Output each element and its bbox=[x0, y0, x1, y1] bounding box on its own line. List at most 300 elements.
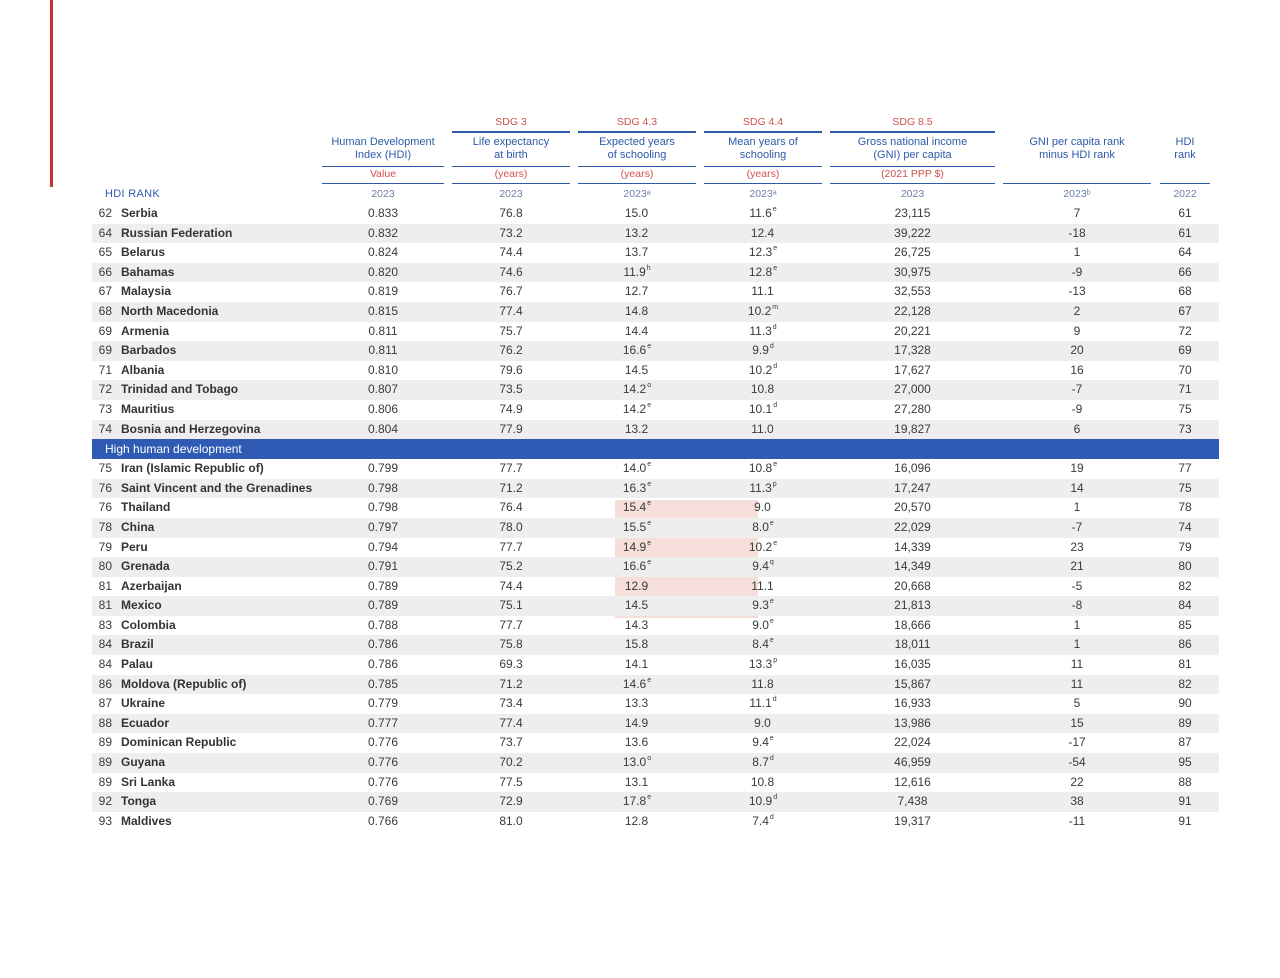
cell-hdi bbox=[322, 518, 444, 538]
cell-value: 10.9 bbox=[748, 794, 773, 809]
cell-value: 69.3 bbox=[499, 657, 523, 672]
cell-hdi bbox=[322, 616, 444, 636]
footnote-marker: h bbox=[646, 264, 651, 272]
cell-value: 0.776 bbox=[367, 735, 399, 750]
cell-value: 15.5 bbox=[622, 519, 647, 534]
cell-value: 14,339 bbox=[894, 539, 931, 554]
cell-life bbox=[452, 733, 570, 753]
cell-value: 90 bbox=[1178, 696, 1192, 711]
cell-value: 27,000 bbox=[894, 382, 931, 397]
country-name: Bahamas bbox=[121, 264, 175, 279]
table-row bbox=[92, 577, 1219, 597]
cell-value: 12.8 bbox=[748, 264, 773, 279]
cell-value: 12.4 bbox=[750, 225, 775, 240]
cell-value: 14,349 bbox=[894, 559, 931, 574]
table-row bbox=[92, 302, 1219, 322]
header-life-year: 2023 bbox=[499, 188, 523, 200]
cell-prev bbox=[1160, 773, 1210, 793]
cell-prev bbox=[1160, 420, 1210, 440]
cell-prev bbox=[1160, 263, 1210, 283]
header-rule bbox=[322, 166, 444, 167]
cell-value: 79 bbox=[1178, 539, 1192, 554]
cell-value: 77.7 bbox=[499, 461, 523, 476]
hdi-rank: 89 bbox=[98, 735, 112, 750]
cell-value: 10.1 bbox=[748, 401, 773, 416]
cell-mean bbox=[704, 655, 822, 675]
cell-value: 11 bbox=[1070, 657, 1084, 672]
country-name: Iran (Islamic Republic of) bbox=[121, 461, 264, 476]
country-name: Grenada bbox=[121, 559, 170, 574]
cell-value: 9.0 bbox=[752, 617, 769, 632]
cell-value: 8.7 bbox=[752, 755, 769, 770]
cell-value: 64 bbox=[1178, 245, 1192, 260]
cell-life bbox=[452, 322, 570, 342]
cell-value: -7 bbox=[1071, 519, 1083, 534]
cell-diff bbox=[1003, 459, 1151, 479]
cell-exp bbox=[578, 714, 696, 734]
cell-value: 74.6 bbox=[499, 264, 523, 279]
table-row bbox=[92, 596, 1219, 616]
cell-gni bbox=[830, 694, 995, 714]
header-life-unit: (years) bbox=[494, 168, 528, 180]
cell-diff bbox=[1003, 635, 1151, 655]
hdi-rank: 73 bbox=[98, 401, 112, 416]
cell-value: 0.832 bbox=[367, 225, 399, 240]
hdi-rank: 93 bbox=[98, 813, 112, 828]
hdi-rank: 83 bbox=[98, 617, 112, 632]
cell-hdi bbox=[322, 635, 444, 655]
hdi-rank: 81 bbox=[98, 598, 112, 613]
cell-value: 0.807 bbox=[367, 382, 399, 397]
cell-value: 26,725 bbox=[894, 245, 931, 260]
cell-hdi bbox=[322, 361, 444, 381]
header-expected-year: 2023ᵃ bbox=[623, 188, 651, 200]
hdi-rank: 78 bbox=[98, 519, 112, 534]
country-name: Trinidad and Tobago bbox=[121, 382, 239, 397]
cell-gni bbox=[830, 498, 995, 518]
footnote-marker: q bbox=[769, 559, 774, 567]
cell-value: 84 bbox=[1178, 598, 1192, 613]
cell-value: 20,570 bbox=[894, 500, 931, 515]
cell-hdi bbox=[322, 263, 444, 283]
cell-mean bbox=[704, 263, 822, 283]
country-name: Guyana bbox=[121, 755, 166, 770]
cell-value: 71.2 bbox=[499, 480, 523, 495]
cell-value: 75 bbox=[1178, 401, 1192, 416]
cell-hdi bbox=[322, 714, 444, 734]
cell-value: 74.9 bbox=[499, 401, 523, 416]
cell-value: 81.0 bbox=[499, 813, 523, 828]
footnote-marker: e bbox=[647, 480, 652, 488]
cell-value: 61 bbox=[1178, 225, 1192, 240]
cell-life bbox=[452, 655, 570, 675]
header-life-sdg: SDG 3 bbox=[495, 116, 527, 128]
cell-value: 95 bbox=[1178, 755, 1192, 770]
cell-value: 0.819 bbox=[367, 284, 399, 299]
cell-value: 71.2 bbox=[499, 676, 523, 691]
hdi-rank: 80 bbox=[98, 559, 112, 574]
cell-mean bbox=[704, 557, 822, 577]
cell-value: 8.4 bbox=[752, 637, 769, 652]
cell-hdi bbox=[322, 322, 444, 342]
cell-value: 7.4 bbox=[752, 813, 769, 828]
cell-mean bbox=[704, 635, 822, 655]
cell-life bbox=[452, 538, 570, 558]
table-row bbox=[92, 694, 1219, 714]
cell-value: 14 bbox=[1070, 480, 1084, 495]
country-name: Ukraine bbox=[121, 696, 166, 711]
cell-value: 9 bbox=[1073, 323, 1081, 338]
country-name: Serbia bbox=[121, 206, 158, 220]
cell-diff bbox=[1003, 380, 1151, 400]
cell-value: 0.789 bbox=[367, 578, 399, 593]
cell-gni bbox=[830, 361, 995, 381]
cell-gni bbox=[830, 400, 995, 420]
table-row bbox=[92, 655, 1219, 675]
footnote-marker: p bbox=[773, 657, 778, 665]
table-row bbox=[92, 341, 1219, 361]
header-rule bbox=[1160, 183, 1210, 184]
cell-value: 16,096 bbox=[894, 461, 931, 476]
header-hdi-subtitle: Index (HDI) bbox=[354, 149, 412, 161]
cell-hdi bbox=[322, 812, 444, 832]
header-rule bbox=[704, 183, 822, 184]
cell-mean bbox=[704, 224, 822, 244]
cell-value: 13.0 bbox=[622, 755, 647, 770]
table-row bbox=[92, 557, 1219, 577]
header-rule bbox=[830, 183, 995, 184]
cell-exp bbox=[578, 341, 696, 361]
hdi-rank: 69 bbox=[98, 323, 112, 338]
cell-value: 12.7 bbox=[624, 284, 649, 299]
cell-value: 15 bbox=[1070, 715, 1084, 730]
cell-value: 6 bbox=[1073, 421, 1081, 436]
cell-value: 12,616 bbox=[894, 774, 931, 789]
cell-value: 78.0 bbox=[499, 519, 523, 534]
cell-prev bbox=[1160, 792, 1210, 812]
cell-mean bbox=[704, 420, 822, 440]
cell-prev bbox=[1160, 479, 1210, 499]
cell-hdi bbox=[322, 420, 444, 440]
country-name: Armenia bbox=[121, 323, 170, 338]
footnote-marker: m bbox=[772, 303, 779, 311]
cell-value: 32,553 bbox=[894, 284, 931, 299]
cell-exp bbox=[578, 322, 696, 342]
cell-value: -17 bbox=[1068, 735, 1086, 750]
cell-value: 1 bbox=[1073, 617, 1081, 632]
cell-diff bbox=[1003, 733, 1151, 753]
country-name: Colombia bbox=[121, 617, 176, 632]
cell-value: 69 bbox=[1178, 343, 1192, 358]
cell-life bbox=[452, 557, 570, 577]
cell-value: 0.769 bbox=[367, 794, 399, 809]
footnote-marker: e bbox=[769, 637, 774, 645]
table-row bbox=[92, 420, 1219, 440]
header-mean-sdg: SDG 4.4 bbox=[742, 116, 784, 128]
header-rule bbox=[704, 131, 822, 133]
cell-mean bbox=[704, 498, 822, 518]
header-rule bbox=[578, 131, 696, 133]
cell-exp bbox=[578, 616, 696, 636]
cell-hdi bbox=[322, 243, 444, 263]
cell-life bbox=[452, 498, 570, 518]
cell-value: 0.777 bbox=[367, 715, 399, 730]
cell-value: 89 bbox=[1178, 715, 1192, 730]
cell-exp bbox=[578, 243, 696, 263]
cell-life bbox=[452, 675, 570, 695]
cell-value: 75.8 bbox=[499, 637, 523, 652]
cell-value: 11.1 bbox=[751, 284, 774, 299]
header-rule bbox=[578, 183, 696, 184]
cell-diff bbox=[1003, 322, 1151, 342]
footnote-marker: d bbox=[773, 794, 778, 802]
cell-value: 11.3 bbox=[749, 323, 772, 338]
cell-value: 0.811 bbox=[368, 323, 398, 338]
hdi-rank: 69 bbox=[98, 343, 112, 358]
cell-value: 22,128 bbox=[894, 303, 931, 318]
cell-value: 5 bbox=[1073, 696, 1081, 711]
cell-prev bbox=[1160, 498, 1210, 518]
cell-diff bbox=[1003, 792, 1151, 812]
cell-prev bbox=[1160, 655, 1210, 675]
cell-gni bbox=[830, 635, 995, 655]
cell-value: 16 bbox=[1070, 362, 1084, 377]
cell-value: -9 bbox=[1071, 264, 1083, 279]
header-hdi bbox=[322, 136, 444, 162]
cell-value: 77.7 bbox=[499, 617, 523, 632]
table-row bbox=[92, 380, 1219, 400]
cell-value: 81 bbox=[1178, 657, 1192, 672]
cell-diff bbox=[1003, 263, 1151, 283]
header-hdi-unit: Value bbox=[369, 168, 397, 180]
header-expected-subtitle: of schooling bbox=[607, 149, 667, 161]
cell-gni bbox=[830, 380, 995, 400]
cell-diff bbox=[1003, 518, 1151, 538]
cell-value: 10.8 bbox=[750, 382, 775, 397]
country-name: North Macedonia bbox=[121, 303, 219, 318]
cell-gni bbox=[830, 282, 995, 302]
cell-value: 19,827 bbox=[894, 421, 931, 436]
table-row bbox=[92, 224, 1219, 244]
footnote-marker: d bbox=[772, 696, 777, 704]
hdi-rank: 89 bbox=[98, 755, 112, 770]
cell-value: 0.786 bbox=[367, 637, 399, 652]
cell-value: 0.810 bbox=[367, 362, 399, 377]
cell-exp bbox=[578, 596, 696, 616]
header-mean-subtitle: schooling bbox=[739, 149, 787, 161]
cell-value: 20,221 bbox=[894, 323, 931, 338]
cell-value: 76.7 bbox=[499, 284, 523, 299]
cell-hdi bbox=[322, 459, 444, 479]
footnote-marker: d bbox=[773, 401, 778, 409]
country-name: Azerbaijan bbox=[121, 578, 182, 593]
header-rule bbox=[704, 166, 822, 167]
footnote-marker: e bbox=[773, 539, 778, 547]
cell-value: 30,975 bbox=[894, 264, 931, 279]
footnote-marker: o bbox=[647, 755, 652, 763]
cell-value: 19,317 bbox=[894, 813, 931, 828]
cell-value: 0.799 bbox=[367, 461, 399, 476]
cell-value: 13.2 bbox=[624, 421, 649, 436]
cell-value: 23,115 bbox=[894, 206, 931, 220]
cell-value: 22,029 bbox=[894, 519, 931, 534]
hdi-rank: 89 bbox=[98, 774, 112, 789]
cell-value: 8.0 bbox=[752, 519, 769, 534]
cell-prev bbox=[1160, 577, 1210, 597]
table-row bbox=[92, 282, 1219, 302]
cell-value: 1 bbox=[1073, 500, 1081, 515]
cell-hdi bbox=[322, 302, 444, 322]
cell-prev bbox=[1160, 341, 1210, 361]
cell-value: 17.8 bbox=[622, 794, 647, 809]
cell-life bbox=[452, 204, 570, 224]
cell-prev bbox=[1160, 322, 1210, 342]
header-mean-title: Mean years of bbox=[728, 136, 798, 148]
cell-value: 14.5 bbox=[624, 362, 649, 377]
header-rule bbox=[830, 166, 995, 167]
cell-life bbox=[452, 753, 570, 773]
country-name: Peru bbox=[121, 539, 148, 554]
cell-prev bbox=[1160, 733, 1210, 753]
country-name: Albania bbox=[121, 362, 165, 377]
cell-mean bbox=[704, 400, 822, 420]
cell-value: 13.2 bbox=[624, 225, 649, 240]
cell-life bbox=[452, 773, 570, 793]
hdi-rank-header: HDI RANK bbox=[105, 188, 160, 200]
header-rule bbox=[452, 131, 570, 133]
cell-hdi bbox=[322, 538, 444, 558]
cell-life bbox=[452, 694, 570, 714]
header-gnirank-year: 2023ᵇ bbox=[1063, 188, 1091, 200]
cell-value: 15,867 bbox=[894, 676, 931, 691]
cell-diff bbox=[1003, 655, 1151, 675]
header-mean bbox=[704, 136, 822, 162]
footnote-marker: e bbox=[772, 206, 777, 213]
cell-diff bbox=[1003, 282, 1151, 302]
cell-value: 39,222 bbox=[894, 225, 931, 240]
cell-value: 2 bbox=[1073, 303, 1081, 318]
country-name: Saint Vincent and the Grenadines bbox=[121, 480, 313, 495]
footnote-marker: e bbox=[647, 539, 652, 547]
table-row bbox=[92, 263, 1219, 283]
table-row bbox=[92, 714, 1219, 734]
table-row bbox=[92, 498, 1219, 518]
cell-mean bbox=[704, 341, 822, 361]
cell-mean bbox=[704, 518, 822, 538]
cell-prev bbox=[1160, 616, 1210, 636]
header-life-subtitle: at birth bbox=[494, 149, 528, 161]
hdi-rank: 88 bbox=[98, 715, 112, 730]
cell-value: 11.3 bbox=[749, 480, 772, 495]
hdi-rank: 84 bbox=[98, 637, 112, 652]
cell-prev bbox=[1160, 224, 1210, 244]
cell-exp bbox=[578, 675, 696, 695]
cell-value: 77.7 bbox=[499, 539, 523, 554]
table-row bbox=[92, 518, 1219, 538]
footnote-marker: e bbox=[769, 519, 774, 527]
cell-prev bbox=[1160, 518, 1210, 538]
cell-gni bbox=[830, 341, 995, 361]
cell-mean bbox=[704, 694, 822, 714]
hdi-rank: 76 bbox=[98, 480, 112, 495]
cell-value: 0.798 bbox=[367, 500, 399, 515]
cell-value: 77.5 bbox=[499, 774, 523, 789]
cell-value: 17,247 bbox=[894, 480, 931, 495]
cell-value: 19 bbox=[1070, 461, 1084, 476]
cell-value: 11.1 bbox=[749, 696, 772, 711]
cell-life bbox=[452, 420, 570, 440]
cell-exp bbox=[578, 753, 696, 773]
cell-value: -9 bbox=[1071, 401, 1083, 416]
cell-value: 0.815 bbox=[367, 303, 399, 318]
cell-diff bbox=[1003, 204, 1151, 224]
cell-diff bbox=[1003, 302, 1151, 322]
cell-value: 73.4 bbox=[499, 696, 523, 711]
cell-gni bbox=[830, 243, 995, 263]
country-name: Moldova (Republic of) bbox=[121, 676, 247, 691]
cell-life bbox=[452, 577, 570, 597]
cell-value: 0.794 bbox=[367, 539, 399, 554]
cell-life bbox=[452, 518, 570, 538]
cell-life bbox=[452, 400, 570, 420]
hdi-rank: 68 bbox=[98, 303, 112, 318]
country-name: Dominican Republic bbox=[121, 735, 237, 750]
cell-mean bbox=[704, 753, 822, 773]
cell-mean bbox=[704, 773, 822, 793]
cell-value: 0.786 bbox=[367, 657, 399, 672]
cell-gni bbox=[830, 224, 995, 244]
table-row bbox=[92, 616, 1219, 636]
cell-value: 13.6 bbox=[624, 735, 649, 750]
country-name: Russian Federation bbox=[121, 225, 233, 240]
footnote-marker: d bbox=[773, 362, 778, 370]
cell-value: 22,024 bbox=[894, 735, 931, 750]
cell-mean bbox=[704, 792, 822, 812]
hdi-rank: 72 bbox=[98, 382, 112, 397]
section-header-high bbox=[92, 439, 1219, 459]
cell-value: 11.0 bbox=[751, 421, 774, 436]
cell-exp bbox=[578, 694, 696, 714]
cell-gni bbox=[830, 675, 995, 695]
footnote-marker: d bbox=[769, 813, 774, 821]
cell-value: 75.7 bbox=[499, 323, 523, 338]
cell-hdi bbox=[322, 224, 444, 244]
cell-exp bbox=[578, 459, 696, 479]
header-mean-unit: (years) bbox=[746, 168, 780, 180]
cell-value: 0.791 bbox=[367, 559, 399, 574]
cell-value: 91 bbox=[1178, 794, 1192, 809]
cell-gni bbox=[830, 753, 995, 773]
cell-mean bbox=[704, 380, 822, 400]
cell-value: 0.806 bbox=[367, 401, 399, 416]
cell-value: 10.8 bbox=[748, 461, 773, 476]
cell-value: 9.3 bbox=[752, 598, 769, 613]
cell-value: 76.8 bbox=[499, 206, 523, 220]
cell-value: 7,438 bbox=[897, 794, 928, 809]
cell-value: 21,813 bbox=[894, 598, 931, 613]
header-gni-title: Gross national income bbox=[857, 136, 968, 148]
cell-value: 14.8 bbox=[624, 303, 649, 318]
cell-life bbox=[452, 361, 570, 381]
cell-value: 88 bbox=[1178, 774, 1192, 789]
table-row bbox=[92, 792, 1219, 812]
cell-value: 22 bbox=[1070, 774, 1084, 789]
cell-exp bbox=[578, 812, 696, 832]
header-gnirank-title: GNI per capita rank bbox=[1029, 136, 1125, 148]
cell-value: 9.9 bbox=[752, 343, 769, 358]
cell-exp bbox=[578, 282, 696, 302]
cell-value: 12.3 bbox=[748, 245, 773, 260]
